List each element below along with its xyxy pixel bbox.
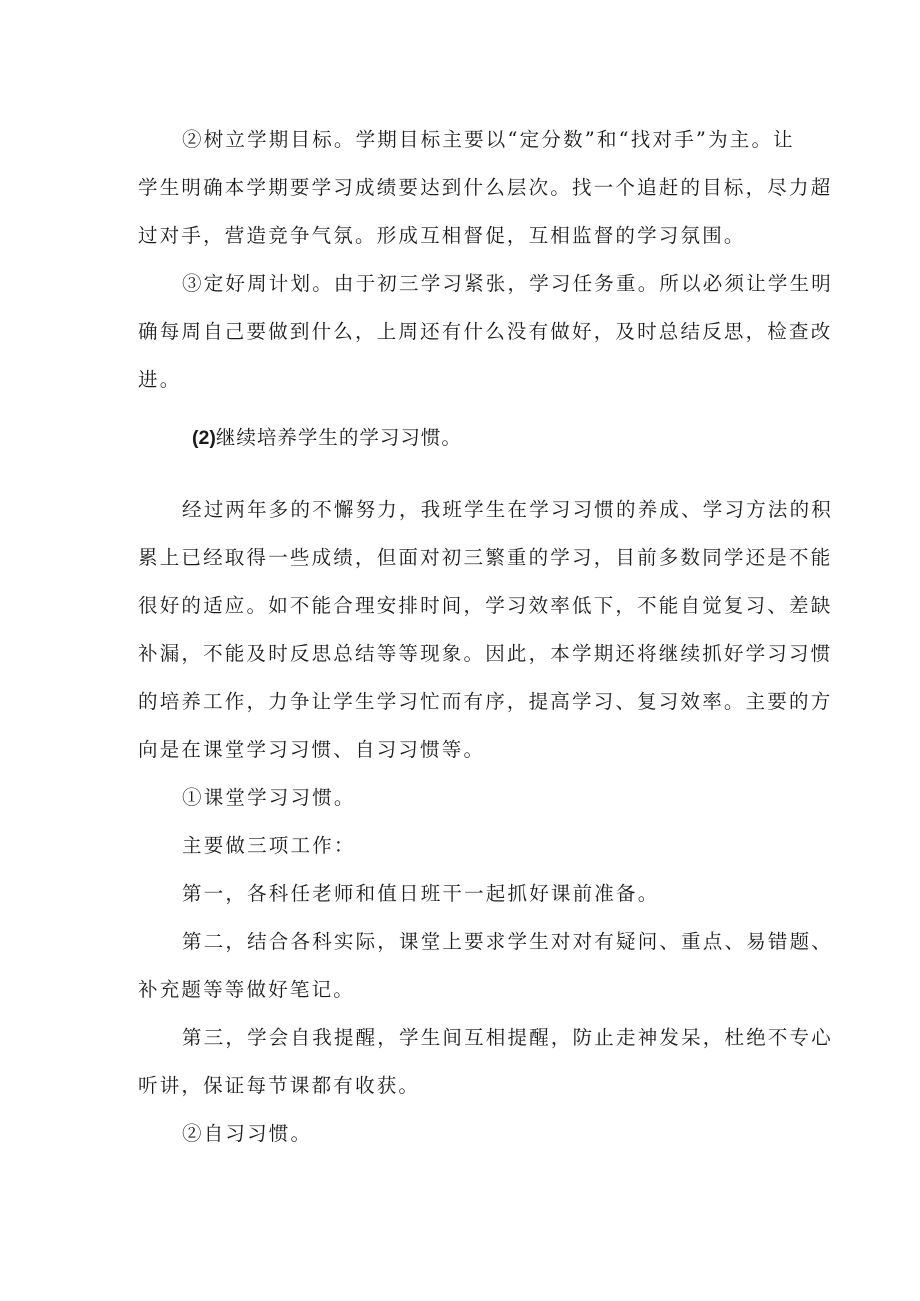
- paragraph-line: 第三，学会自我提醒，学生间互相提醒，防止走神发呆，杜绝不专心: [182, 1026, 834, 1049]
- paragraph-line: 第二，结合各科实际，课堂上要求学生对对有疑问、重点、易错题、: [182, 930, 834, 953]
- paragraph-line: ③定好周计划。由于初三学习紧张，学习任务重。所以必须让学生明: [182, 272, 834, 295]
- paragraph-line: 补漏，不能及时反思总结等等现象。因此，本学期还将继续抓好学习习惯: [138, 642, 833, 665]
- paragraph-line: ①课堂学习习惯。: [182, 786, 356, 809]
- subheading-text: 继续培养学生的学习习惯。: [215, 426, 462, 449]
- paragraph-line: 进。: [138, 368, 182, 391]
- paragraph-line: ②自习习惯。: [182, 1122, 313, 1145]
- paragraph-line: 学生明确本学期要学习成绩要达到什么层次。找一个追赶的目标，尽力超: [138, 176, 833, 199]
- section-subheading: [192, 424, 852, 452]
- paragraph-line: 的培养工作，力争让学生学习忙而有序，提高学习、复习效率。主要的方: [138, 690, 833, 713]
- paragraph-line: 经过两年多的不懈努力，我班学生在学习习惯的养成、学习方法的积: [182, 498, 834, 521]
- subheading-number: (2): [192, 427, 216, 449]
- paragraph-line: 很好的适应。如不能合理安排时间，学习效率低下，不能自觉复习、差缺: [138, 594, 833, 617]
- paragraph-line: 补充题等等做好笔记。: [138, 978, 356, 1001]
- paragraph-line: ②树立学期目标。学期目标主要以“定分数”和“找对手”为主。让: [182, 128, 795, 151]
- paragraph-line: 主要做三项工作：: [182, 834, 356, 857]
- paragraph-line: 过对手，营造竞争气氛。形成互相督促，互相监督的学习氛围。: [138, 224, 746, 247]
- paragraph-line: 第一，各科任老师和值日班干一起抓好课前准备。: [182, 882, 660, 905]
- paragraph-line: 听讲，保证每节课都有收获。: [138, 1074, 421, 1097]
- paragraph-line: 累上已经取得一些成绩，但面对初三繁重的学习，目前多数同学还是不能: [138, 546, 833, 569]
- paragraph-line: 向是在课堂学习习惯、自习习惯等。: [138, 738, 486, 761]
- paragraph-line: 确每周自己要做到什么，上周还有什么没有做好，及时总结反思，检查改: [138, 320, 833, 343]
